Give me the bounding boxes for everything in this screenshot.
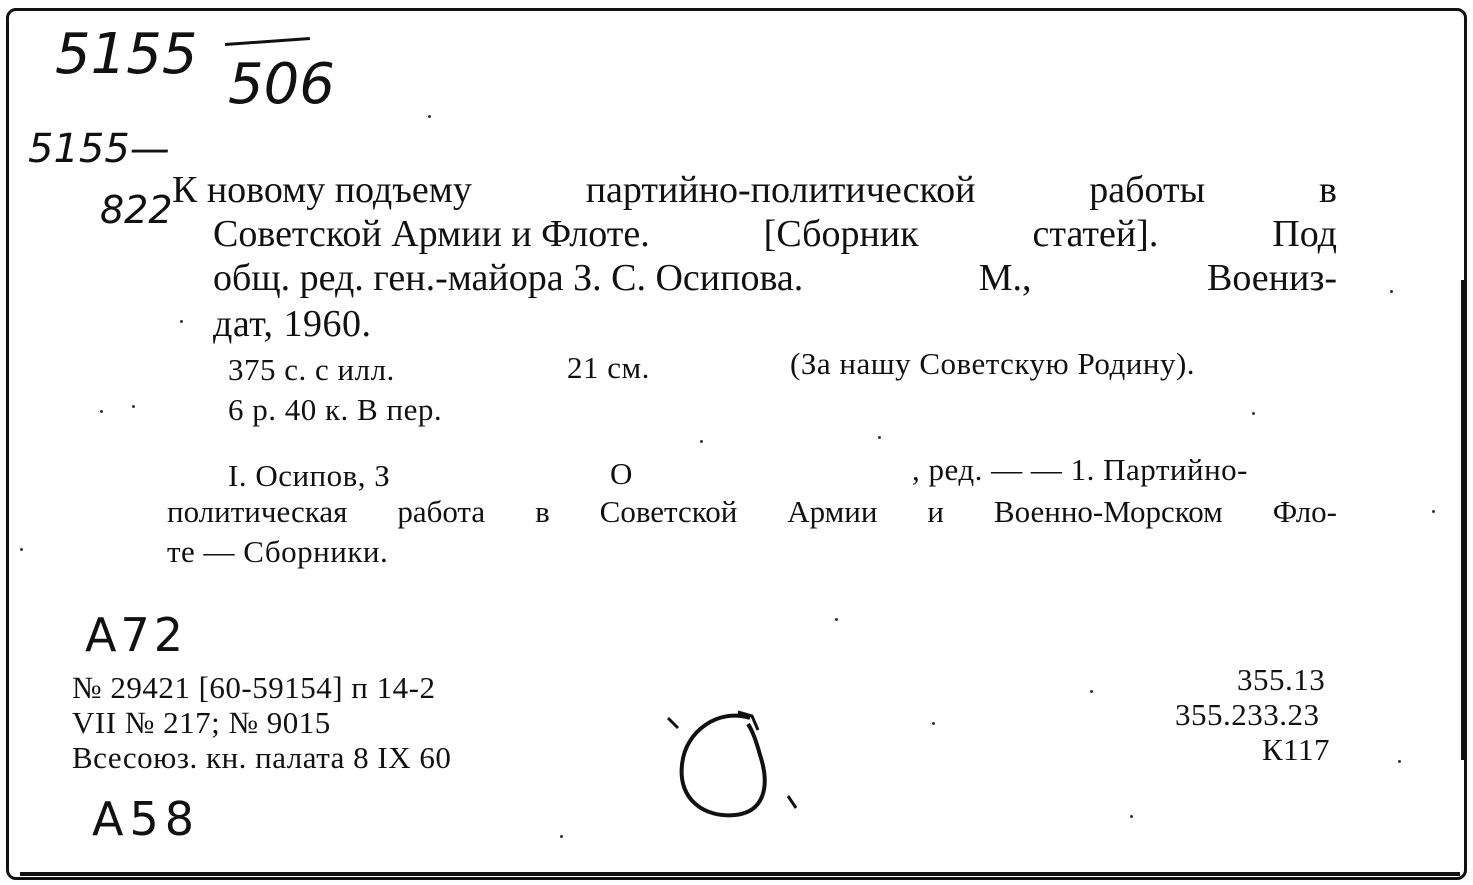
- tracing-2-word-3: в: [535, 494, 550, 529]
- title-line-4: дат, 1960.: [213, 303, 372, 345]
- scan-speck: [700, 440, 703, 443]
- tracing-2-word-4: Советской: [599, 494, 738, 529]
- tracing-2-word-6: и: [927, 494, 944, 529]
- registration-line-2: VII № 217; № 9015: [72, 705, 331, 740]
- scan-speck: [132, 405, 135, 408]
- physical-desc-pages: 375 с. с илл.: [228, 352, 395, 387]
- classification-line-3: К117: [1262, 732, 1331, 767]
- title-line-2-part-3: статей].: [1032, 213, 1159, 255]
- scan-speck: [1432, 510, 1435, 513]
- tracing-2-word-1: политическая: [167, 494, 348, 529]
- tracing-line-3: те — Сборники.: [167, 534, 389, 569]
- title-line-2: [213, 212, 1337, 256]
- registration-line-3: Всесоюз. кн. палата 8 IX 60: [72, 740, 452, 775]
- handwritten-call-number-line1: 5155—: [28, 126, 170, 172]
- scan-speck: [20, 548, 23, 551]
- title-line-2-part-2: [Сборник: [763, 213, 919, 255]
- tracing-1-name: I. Осипов, З: [228, 458, 391, 493]
- handwritten-call-number-line2: 822: [100, 188, 173, 232]
- scan-speck: [835, 618, 838, 621]
- title-line-2-part-1: Советской Армии и Флоте.: [213, 213, 650, 255]
- tracing-2-word-8: Фло-: [1272, 494, 1337, 529]
- title-line-1-part-2: партийно-политической: [585, 169, 976, 211]
- classification-line-1: 355.13: [1237, 662, 1326, 697]
- scan-speck: [180, 320, 183, 323]
- title-line-1-part-1: К новому подъему: [172, 169, 472, 211]
- scan-speck: [1252, 412, 1255, 415]
- title-line-3-part-2: М.,: [978, 257, 1032, 299]
- handwritten-mark-lower: A58: [92, 792, 201, 846]
- scan-speck: [1130, 815, 1133, 818]
- punch-hole-ring: [660, 700, 810, 830]
- tracing-2-word-2: работа: [397, 494, 486, 529]
- title-line-1-part-3: работы: [1089, 169, 1206, 211]
- tracing-2-word-5: Армии: [787, 494, 878, 529]
- classification-line-2: 355.233.23: [1175, 697, 1320, 732]
- physical-desc-size: 21 см.: [567, 350, 650, 385]
- price-binding: 6 р. 40 к. В пер.: [228, 392, 443, 427]
- handwritten-mark-upper: A72: [85, 608, 188, 662]
- card-edge-bottom: [20, 872, 1460, 876]
- title-line-1-part-4: в: [1319, 169, 1337, 211]
- scan-speck: [100, 410, 103, 413]
- registration-line-1: № 29421 [60-59154] п 14-2: [72, 670, 436, 705]
- series-note: (За нашу Советскую Родину).: [790, 346, 1196, 381]
- handwritten-top-number-left: 5155: [55, 22, 198, 87]
- tracing-1-initial: О: [610, 456, 633, 491]
- scan-speck: [932, 722, 935, 725]
- scan-speck: [1090, 690, 1093, 693]
- scan-speck: [1398, 760, 1401, 763]
- handwritten-top-number-right: 506: [228, 52, 335, 117]
- title-line-2-part-4: Под: [1272, 213, 1337, 255]
- scan-speck: [560, 835, 563, 838]
- title-line-3-part-1: общ. ред. ген.-майора З. С. Осипова.: [213, 257, 804, 299]
- title-line-3-part-3: Воениз-: [1206, 257, 1337, 299]
- title-line-1: [172, 168, 1337, 212]
- scan-speck: [1390, 290, 1393, 293]
- card-edge-right: [1461, 280, 1466, 760]
- tracing-1-subject: , ред. — — 1. Партийно-: [912, 452, 1249, 487]
- title-line-3: [213, 256, 1337, 300]
- tracing-2-word-7: Военно-Морском: [993, 494, 1223, 529]
- tracing-line-2: [167, 494, 1337, 530]
- scan-speck: [878, 436, 881, 439]
- scan-speck: [428, 115, 431, 118]
